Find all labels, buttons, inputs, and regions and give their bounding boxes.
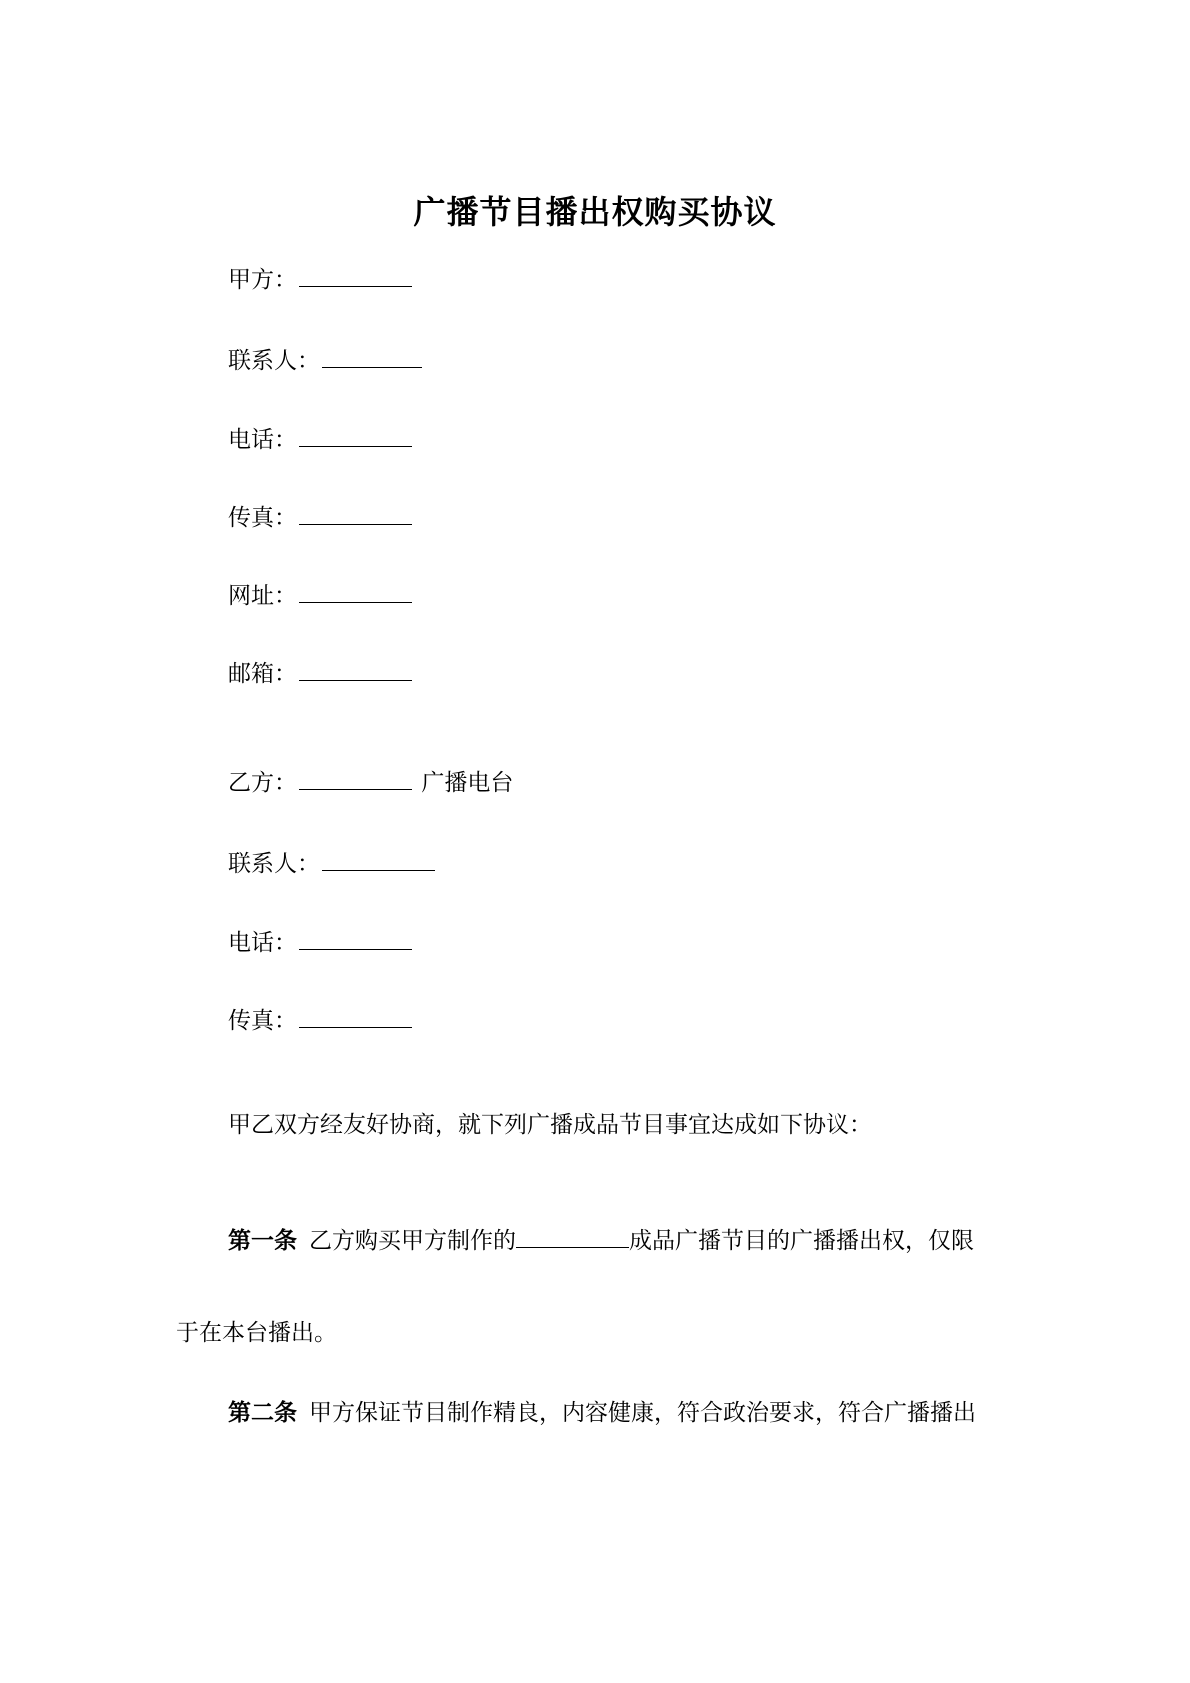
article-1-heading: 第一条 [228,1228,297,1254]
party-a-phone-blank[interactable] [299,424,412,447]
party-b-label: 乙方： [228,770,297,796]
party-a-blank[interactable] [299,264,412,287]
party-b-phone-label: 电话： [228,930,297,956]
party-b-phone-line [228,927,414,958]
party-a-website-line [228,580,414,611]
party-b-fax-line [228,1005,414,1036]
party-a-phone-line [228,424,414,455]
article-2-text: 甲方保证节目制作精良，内容健康，符合政治要求，符合广播播出 [309,1400,976,1426]
party-b-blank[interactable] [299,767,412,790]
article-1-program-blank[interactable] [516,1225,629,1248]
party-a-label: 甲方： [228,267,297,293]
article-1-line [228,1225,974,1256]
party-a-website-blank[interactable] [299,580,412,603]
party-a-email-label: 邮箱： [228,661,297,687]
article-1-continuation: 于在本台播出。 [176,1320,337,1346]
party-a-line [228,264,414,295]
party-b-fax-label: 传真： [228,1008,297,1034]
party-b-fax-blank[interactable] [299,1005,412,1028]
party-b-phone-blank[interactable] [299,927,412,950]
document-title: 广播节目播出权购买协议 [413,193,777,231]
party-b-contact-line [228,848,437,879]
party-a-website-label: 网址： [228,583,297,609]
party-a-email-line [228,658,414,689]
party-a-fax-blank[interactable] [299,502,412,525]
party-a-contact-line [228,345,424,376]
party-a-contact-blank[interactable] [322,345,422,368]
article-2-line [228,1398,976,1428]
party-b-contact-label: 联系人： [228,851,320,877]
party-b-suffix: 广播电台 [421,770,514,796]
preamble: 甲乙双方经友好协商，就下列广播成品节目事宜达成如下协议： [228,1112,872,1138]
party-a-fax-line [228,502,414,533]
party-a-fax-label: 传真： [228,505,297,531]
article-1-text-after: 成品广播节目的广播播出权，仅限 [629,1228,974,1254]
article-1-text-before: 乙方购买甲方制作的 [309,1228,516,1254]
party-b-line [228,767,513,798]
party-b-contact-blank[interactable] [322,848,435,871]
party-a-contact-label: 联系人： [228,348,320,374]
party-a-phone-label: 电话： [228,427,297,453]
party-a-email-blank[interactable] [299,658,412,681]
article-2-heading: 第二条 [228,1400,297,1426]
